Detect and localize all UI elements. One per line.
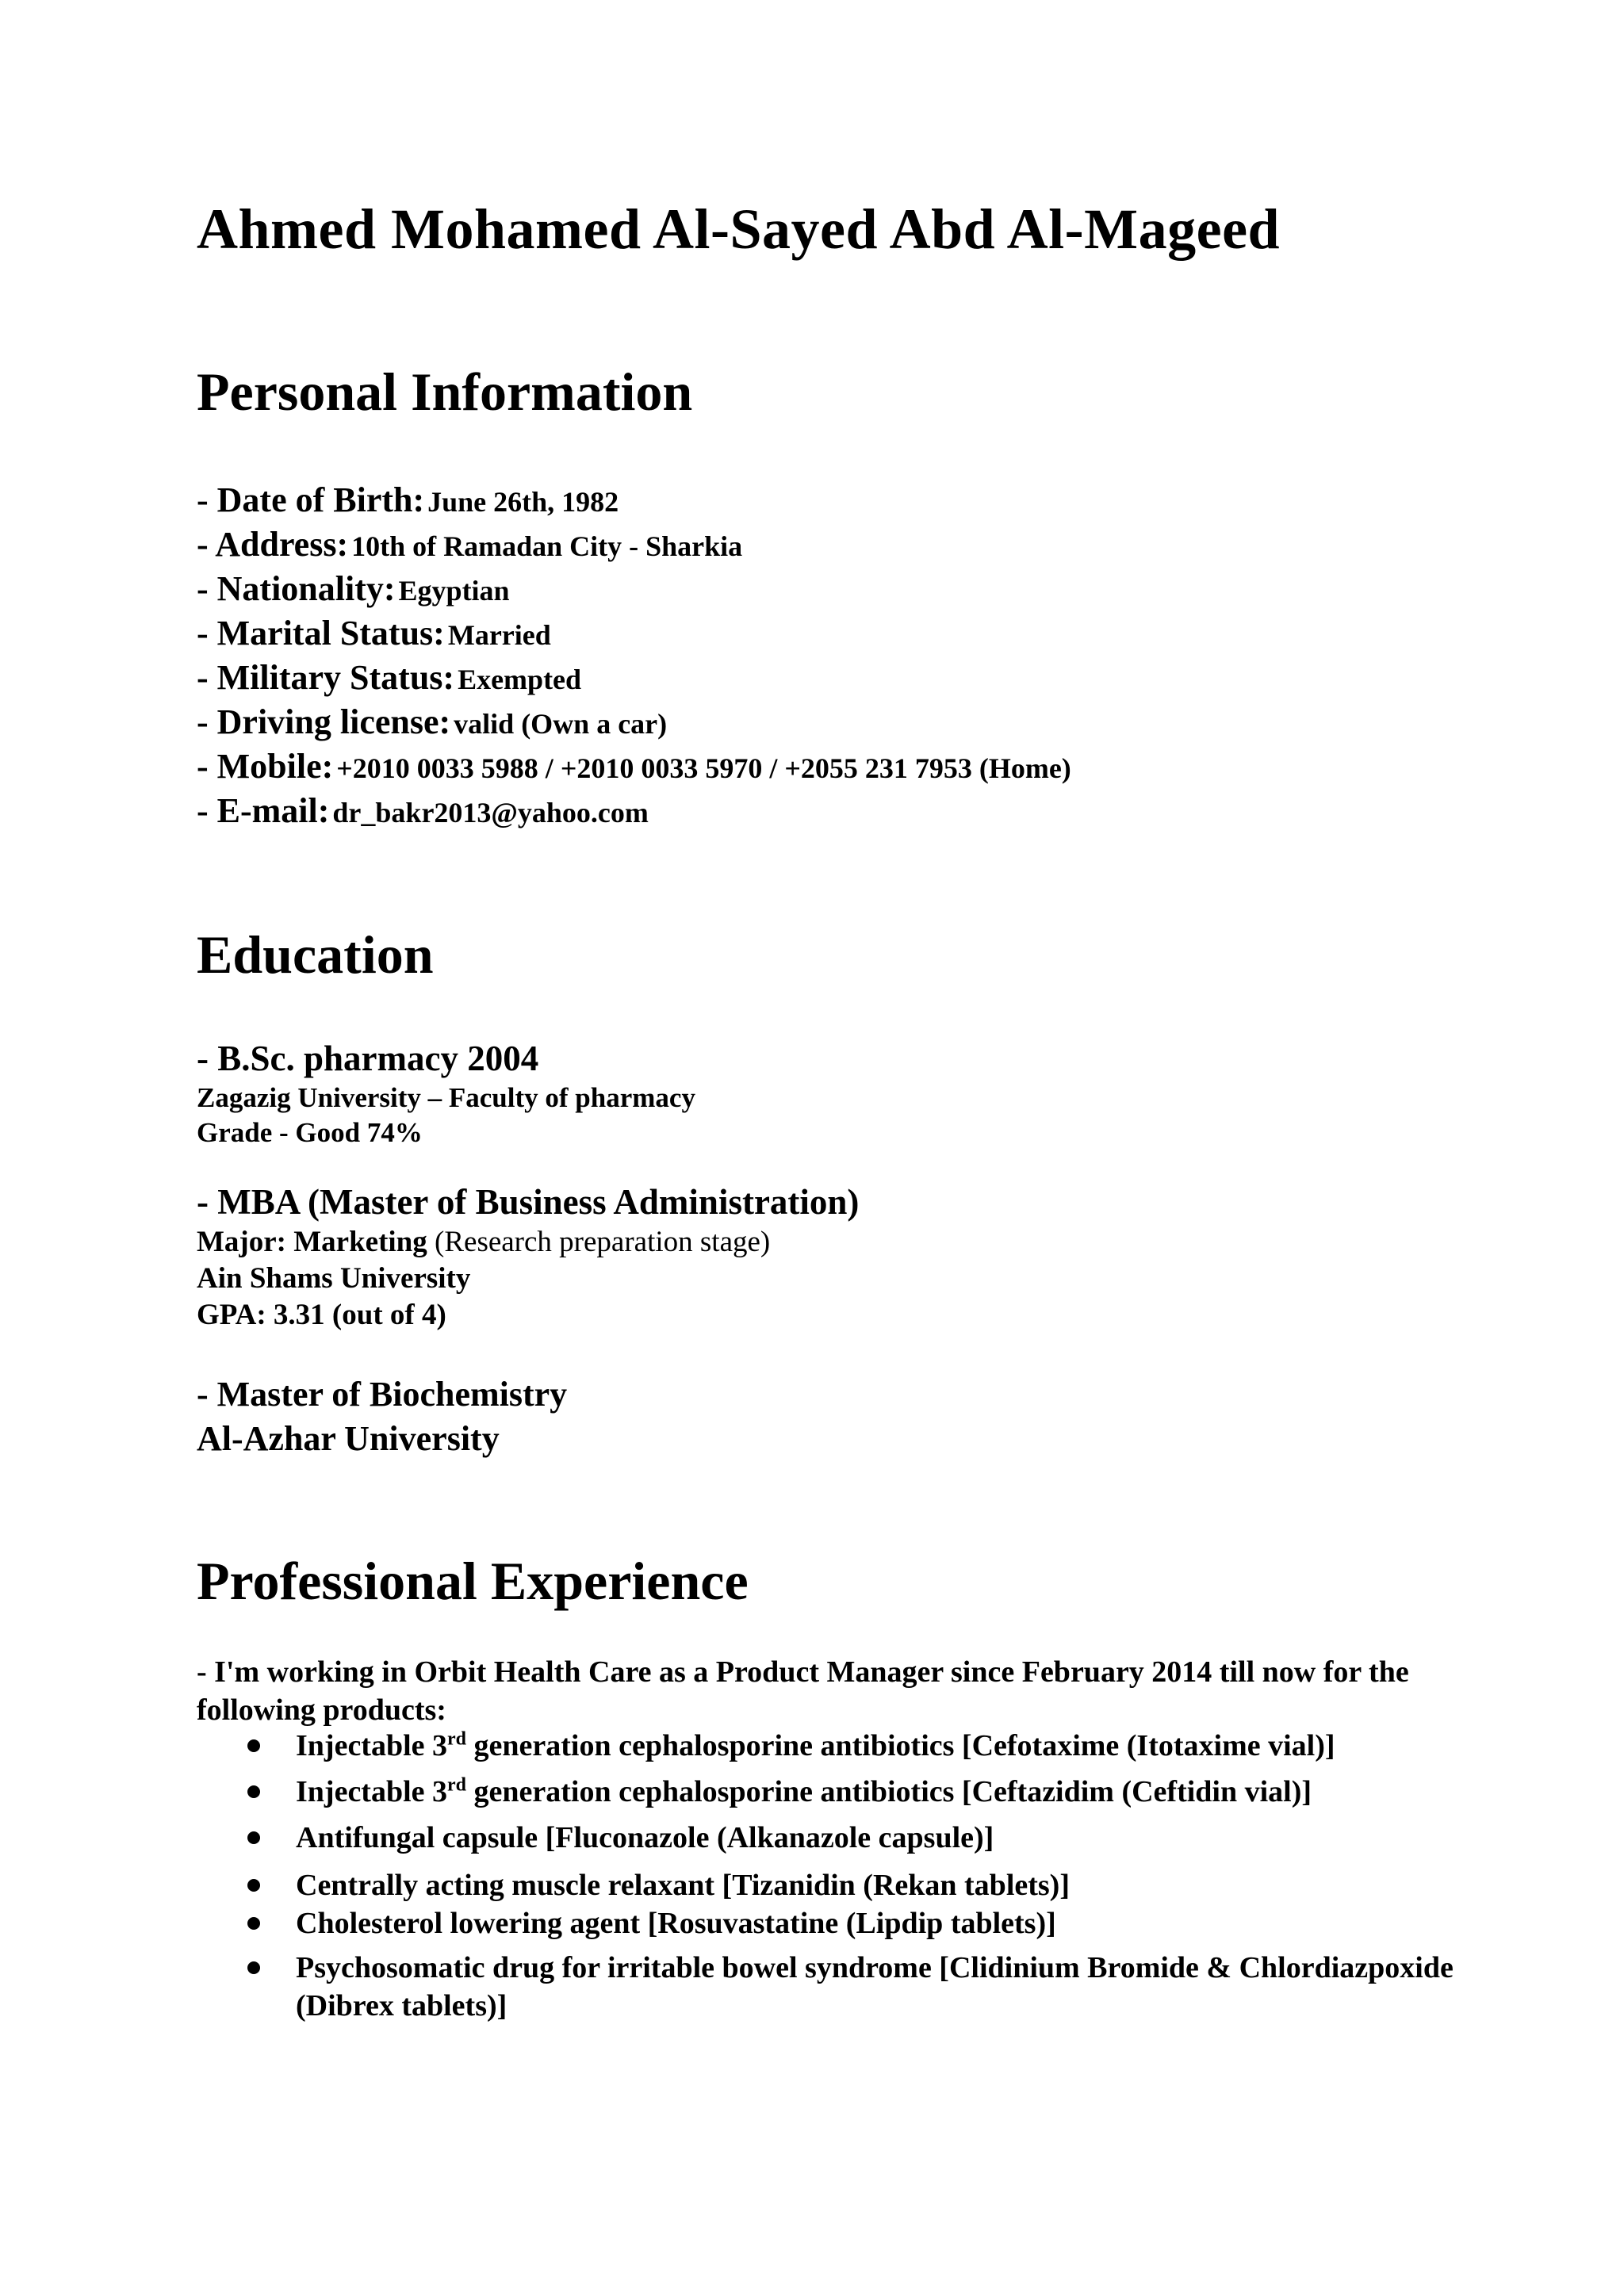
info-row-marital-status [197,611,1071,656]
personal-information-heading: Personal Information [197,362,693,422]
grade-line: Grade - Good 74% [197,1117,423,1148]
candidate-name: Ahmed Mohamed Al-Sayed Abd Al-Mageed [197,197,1281,261]
info-label: - Nationality: [197,569,396,608]
info-label: - Driving license: [197,702,451,741]
bullet-icon [246,1819,262,1857]
info-value: +2010 0033 5988 / +2010 0033 5970 / +2055 231 7953 (Home) [336,752,1071,784]
product-text: Injectable 3 [296,1729,448,1762]
gpa-line: GPA: 3.31 (out of 4) [197,1299,446,1331]
list-item [197,1727,1497,1765]
major-label: Major: Marketing [197,1226,427,1258]
info-label: - Marital Status: [197,614,445,652]
degree-title: - Master of Biochemistry [197,1375,568,1414]
bullet-icon [246,1773,262,1811]
bullet-icon [246,1866,262,1904]
product-text: Cholesterol lowering agent [Rosuvastatine (Lipdip tablets)] [296,1907,1056,1940]
product-text: Antifungal capsule [Fluconazole (Alkanazole capsule)] [296,1821,994,1854]
ordinal-suffix: rd [447,1774,467,1796]
list-item [197,1904,1497,1942]
list-item [197,1949,1497,2025]
education-entry-master [197,1372,567,1461]
info-label: - Military Status: [197,658,455,697]
list-item [197,1819,1497,1857]
product-text: Centrally acting muscle relaxant [Tizanidin (Rekan tablets)] [296,1869,1070,1902]
info-value: Married [447,619,551,651]
university-line: Al-Azhar University [197,1419,500,1458]
info-row-address [197,522,1071,567]
bullet-icon [246,1904,262,1942]
education-entry-mba [197,1180,859,1334]
personal-information-list [197,478,1071,833]
major-line [197,1224,859,1261]
info-row-nationality [197,567,1071,611]
info-label: - Mobile: [197,747,334,786]
experience-intro: - I'm working in Orbit Health Care as a Product Manager since February 2014 till now for the following products: [197,1655,1409,1727]
product-list [197,1727,1497,2025]
info-row-date-of-birth [197,478,1071,522]
university-line: Zagazig University – Faculty of pharmacy [197,1082,695,1113]
info-value: Exempted [458,664,582,695]
major-note: (Research preparation stage) [435,1226,771,1258]
list-item [197,1866,1497,1904]
email-value: dr_bakr2013@yahoo.com [332,797,649,828]
product-text: Psychosomatic drug for irritable bowel syndrome [Clidinium Bromide & Chlordiazpoxide (Dibrex tablets)] [296,1951,1454,2022]
bullet-icon [246,1949,262,1987]
info-label: - Address: [197,525,349,564]
bullet-icon [246,1727,262,1765]
info-value: valid (Own a car) [454,708,668,740]
professional-experience-heading: Professional Experience [197,1551,749,1611]
ordinal-suffix: rd [447,1728,467,1750]
info-value: 10th of Ramadan City - Sharkia [351,530,743,562]
education-heading: Education [197,924,434,985]
info-row-driving-license [197,700,1071,744]
product-text: generation cephalosporine antibiotics [Ceftazidim (Ceftidin vial)] [466,1775,1312,1808]
product-text: generation cephalosporine antibiotics [Cefotaxime (Itotaxime vial)] [466,1729,1335,1762]
info-row-mobile [197,744,1071,789]
education-entry-bsc [197,1036,695,1150]
info-row-military-status [197,656,1071,700]
university-line: Ain Shams University [197,1262,471,1295]
info-label: - Date of Birth: [197,480,425,519]
info-value: Egyptian [398,575,510,607]
info-value: June 26th, 1982 [427,486,619,518]
degree-title: - MBA (Master of Business Administration) [197,1182,860,1222]
info-label: - E-mail: [197,791,330,830]
info-row-email [197,789,1071,833]
product-text: Injectable 3 [296,1775,448,1808]
list-item [197,1773,1497,1811]
degree-title: - B.Sc. pharmacy 2004 [197,1039,539,1078]
